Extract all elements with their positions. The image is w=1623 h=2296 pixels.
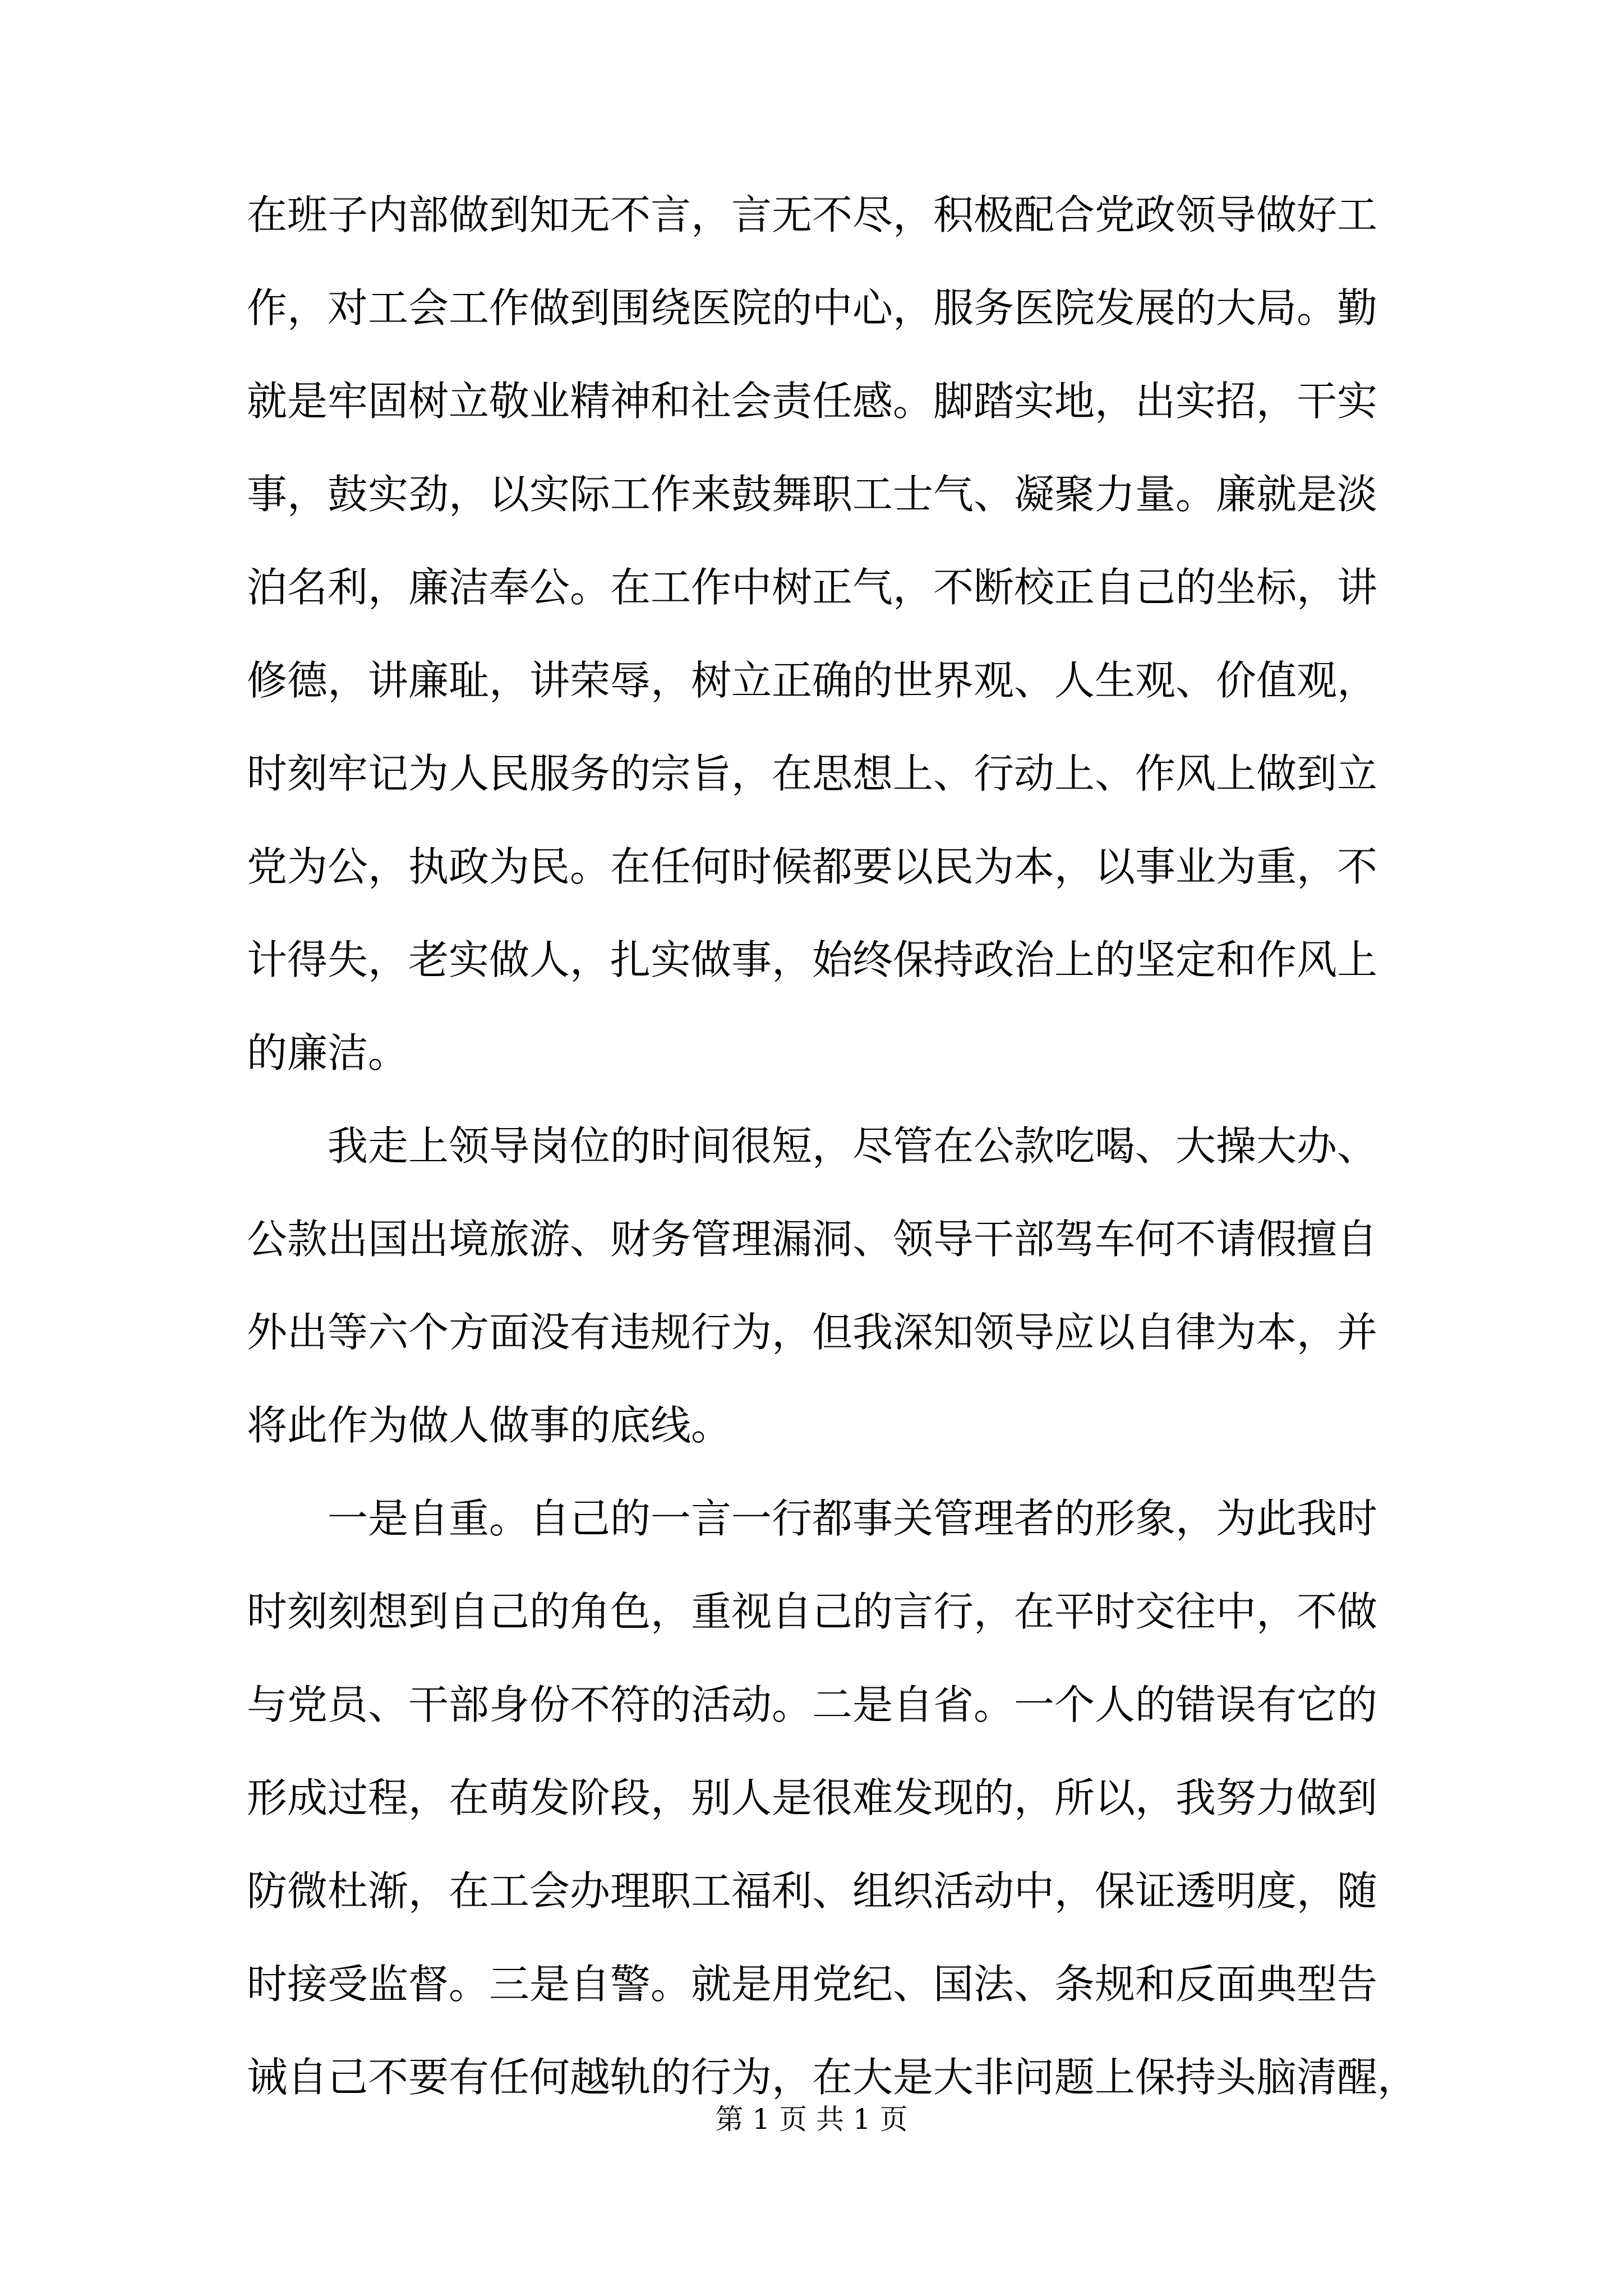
- text-line: 的廉洁。: [247, 1029, 409, 1076]
- text-line: 作，对工会工作做到围绕医院的中心，服务医院发展的大局。勤: [247, 284, 1378, 332]
- document-body: [247, 191, 1418, 2146]
- text-line: 党为公，执政为民。在任何时候都要以民为本，以事业为重，不: [247, 843, 1378, 890]
- text-line: 就是牢固树立敬业精神和社会责任感。脚踏实地，出实招，干实: [247, 378, 1378, 425]
- text-line: 计得失，老实做人，扎实做事，始终保持政治上的坚定和作风上: [247, 936, 1378, 983]
- text-line: 修德，讲廉耻，讲荣辱，树立正确的世界观、人生观、价值观，: [247, 657, 1378, 704]
- text-line: 防微杜渐，在工会办理职工福利、组织活动中，保证透明度，随: [247, 1867, 1378, 1915]
- text-line: 一是自重。自己的一言一行都事关管理者的形象，为此我时: [247, 1495, 1378, 1542]
- text-line: 时接受监督。三是自警。就是用党纪、国法、条规和反面典型告: [247, 1961, 1378, 2008]
- text-line: 事，鼓实劲，以实际工作来鼓舞职工士气、凝聚力量。廉就是淡: [247, 471, 1378, 518]
- text-line: 形成过程，在萌发阶段，别人是很难发现的，所以，我努力做到: [247, 1774, 1378, 1821]
- text-line: 将此作为做人做事的底线。: [247, 1402, 732, 1449]
- page-number-footer: 第 1 页 共 1 页: [715, 2103, 908, 2136]
- text-line: 公款出国出境旅游、财务管理漏洞、领导干部驾车何不请假擅自: [247, 1216, 1378, 1263]
- text-line: 时刻刻想到自己的角色，重视自己的言行，在平时交往中，不做: [247, 1588, 1378, 1635]
- text-line: 诫自己不要有任何越轨的行为，在大是大非问题上保持头脑清醒，: [247, 2054, 1418, 2101]
- text-line: 外出等六个方面没有违规行为，但我深知领导应以自律为本，并: [247, 1309, 1378, 1356]
- text-line: 在班子内部做到知无不言，言无不尽，积极配合党政领导做好工: [247, 191, 1378, 238]
- text-line: 泊名利，廉洁奉公。在工作中树正气，不断校正自己的坐标，讲: [247, 564, 1378, 611]
- text-line: 我走上领导岗位的时间很短，尽管在公款吃喝、大操大办、: [247, 1122, 1378, 1170]
- text-line: 时刻牢记为人民服务的宗旨，在思想上、行动上、作风上做到立: [247, 750, 1378, 797]
- text-line: 与党员、干部身份不符的活动。二是自省。一个人的错误有它的: [247, 1681, 1378, 1728]
